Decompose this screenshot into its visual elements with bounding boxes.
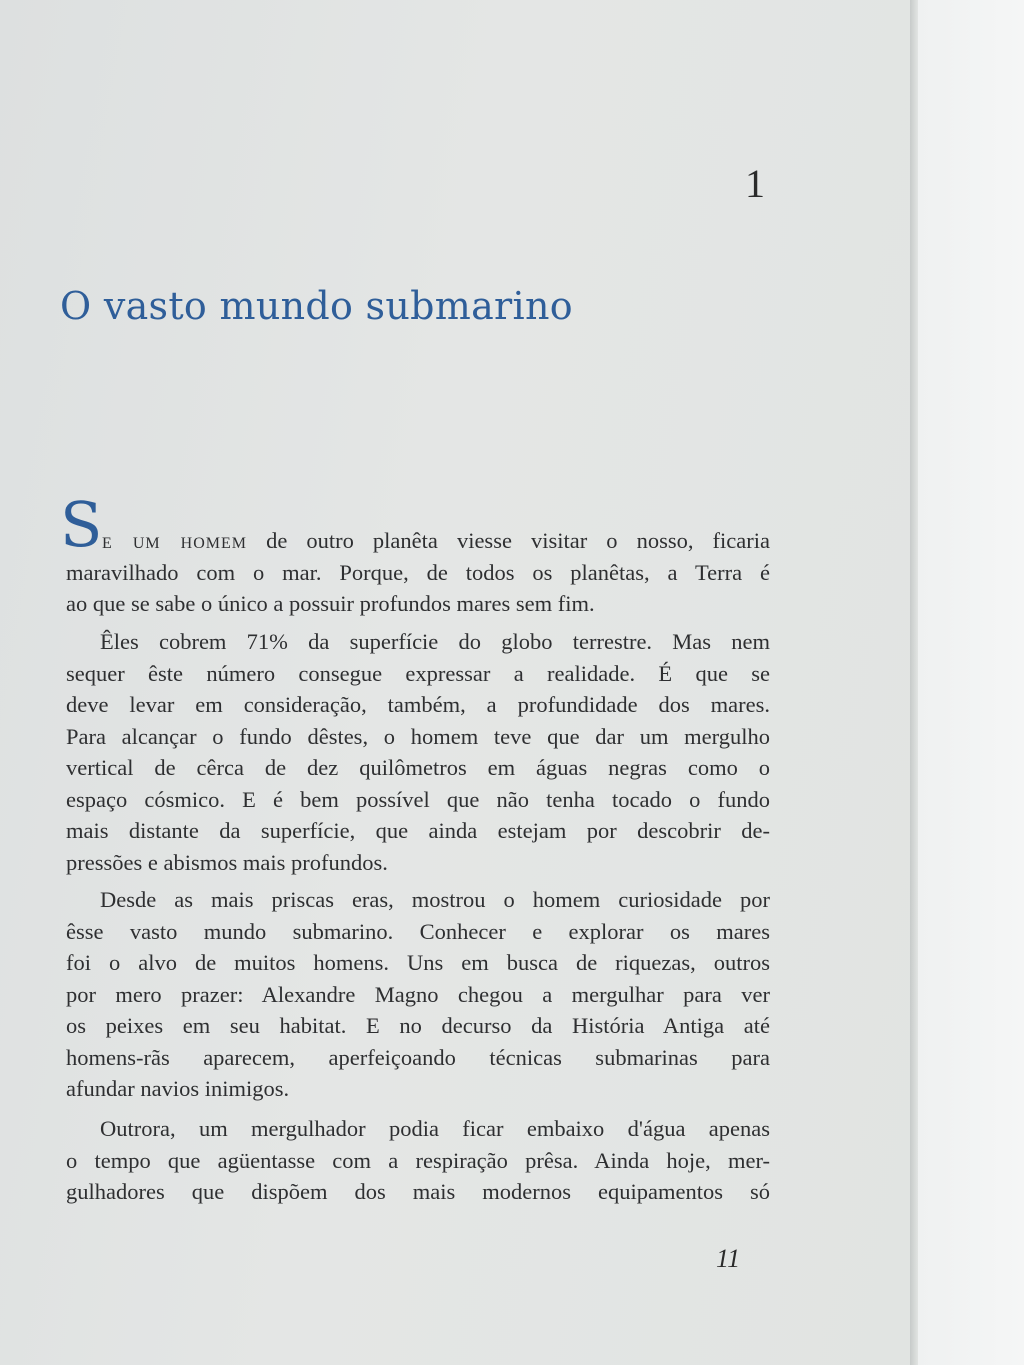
paragraph-line: afundar navios inimigos. [66,1076,290,1101]
paragraph-1 [66,525,770,620]
drop-cap: S [60,488,103,561]
paragraph-line: Outrora, um mergulhador podia ficar embaixo d'água apenas [100,1116,770,1141]
paragraph-2 [66,626,770,878]
paragraph-4 [66,1113,770,1208]
paragraph-line: o tempo que agüentasse com a respiração prêsa. Ainda hoje, mer- [66,1147,770,1173]
paragraph-line: pressões e abismos mais profundos. [66,849,388,875]
paragraph-line: Para alcançar o fundo dêstes, o homem teve que dar um mergulho [66,723,770,749]
paragraph-line: Êles cobrem 71% da superfície do globo terrestre. Mas nem [100,629,770,654]
paragraph-line: mais distante da superfície, que ainda estejam por descobrir de- [66,818,770,843]
paragraph-line: por mero prazer: Alexandre Magno chegou a mergulhar para ver [66,981,770,1007]
background-surface [918,0,1024,1365]
paragraph-line: deve levar em consideração, também, a profundidade dos mares. [66,692,770,717]
lead-smallcaps: e um homem [102,528,248,553]
chapter-number: 1 [745,161,765,206]
page-edge-shadow [910,0,918,1365]
line-text: de outro planêta viesse visitar o nosso, ficaria [266,528,770,553]
paragraph-line: Desde as mais priscas eras, mostrou o homem curiosidade por [100,887,770,912]
paragraph-3 [66,884,770,1105]
paragraph-line: ao que se sabe o único a possuir profundos mares sem fim. [66,591,595,616]
paragraph-line: êsse vasto mundo submarino. Conhecer e explorar os mares [66,918,770,944]
paragraph-line: foi o alvo de muitos homens. Uns em busca de riquezas, outros [66,950,770,975]
paragraph-line: gulhadores que dispõem dos mais modernos equipamentos só [66,1179,770,1204]
paragraph-line [66,525,770,557]
paragraph-line: os peixes em seu habitat. E no decurso da História Antiga até [66,1013,770,1038]
page-number: 11 [716,1244,741,1273]
paragraph-line: espaço cósmico. E é bem possível que não tenha tocado o fundo [66,786,770,812]
paragraph-line: maravilhado com o mar. Porque, de todos os planêtas, a Terra é [66,559,770,585]
paragraph-line: vertical de cêrca de dez quilômetros em águas negras como o [66,755,770,780]
paragraph-line: sequer êste número consegue expressar a realidade. É que se [66,660,770,686]
paragraph-line: homens-rãs aparecem, aperfeiçoando técnicas submarinas para [66,1044,770,1070]
chapter-title: O vasto mundo submarino [60,284,573,328]
